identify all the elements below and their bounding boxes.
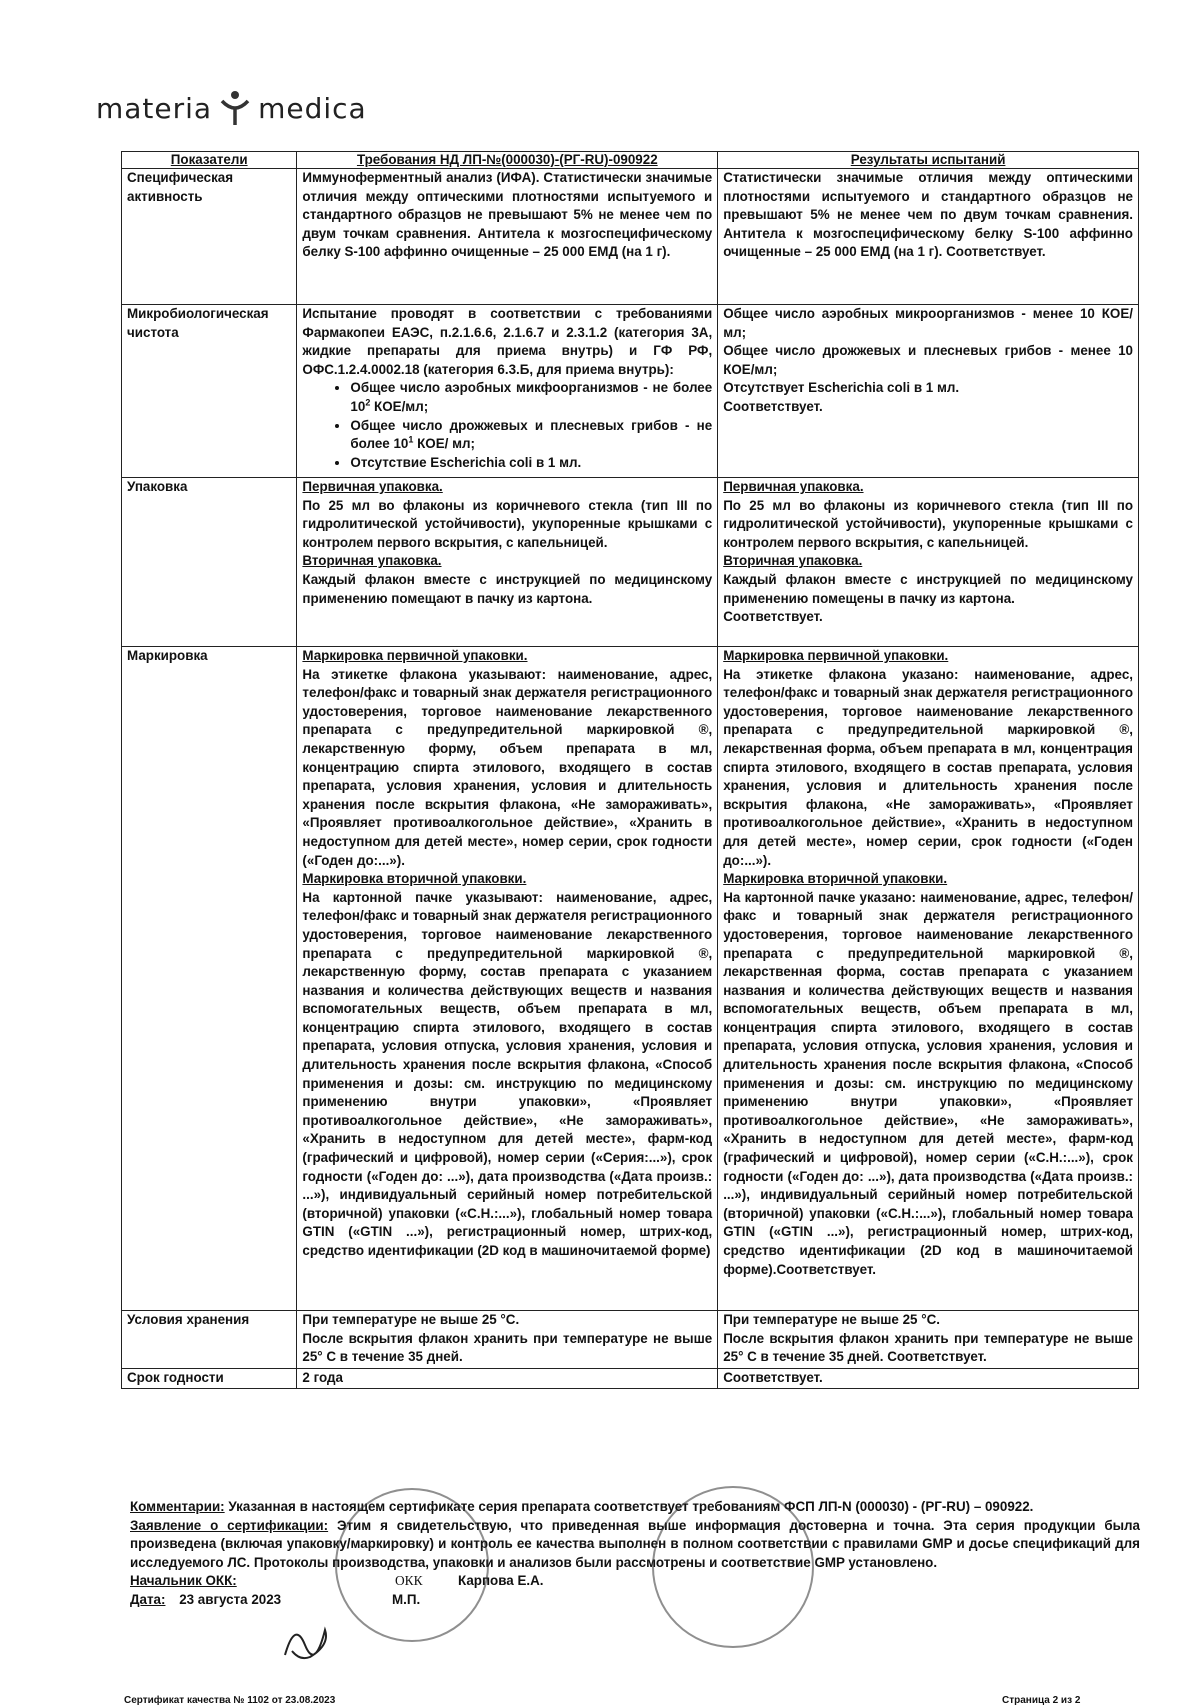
logo-figure-icon [218,89,252,127]
paragraph: На этикетке флакона указано: наименование, адрес, телефон/факс и товарный знак держателя регистрационного удостоверения, торговое наименование лекарственного препарата с предупредительной маркировкой ®, лекарственная форма, объем препарата в мл, концентрация спирта этилового, входящего в состав препарата, условия хранения, условия и длительность хранения после вскрытия флакона, «Не замораживать», «Проявляет противоалкогольное действие», «Хранить в недоступном для детей месте», номер серии, срок годности («Годен до:...»). [723,666,1133,868]
result-cell: Соответствует. [718,1369,1139,1389]
subheading: Вторичная упаковка. [302,553,442,569]
statement-label: Заявление о сертификации: [130,1517,329,1533]
materia-medica-logo [96,88,367,128]
logo-word-right: medica [258,91,367,125]
header-requirements: Требования НД ЛП-№(000030)-(РГ-RU)-090922 [297,152,718,169]
requirement-cell [297,305,718,478]
result-cell [718,647,1139,1311]
result-cell [718,305,1139,478]
round-stamp-left [335,1488,489,1642]
row-name: Маркировка [122,647,297,1311]
statement-text: Этим я свидетельствую, что приведенная выше информация достоверна и точна. Эта серия продукции была произведена (включая упаковку/маркировку) и контроль ее качества выполнен в полном соответствии с правилами GMP и досье спецификаций для исследуемого ЛС. Протоколы производства, упаковки и анализов были рассмотрены и соответствие GMP установлено. [130,1517,1140,1570]
list-item: • Общее число аэробных микфоорганизмов - не более $10^2$ КОЕ/мл; [350,379,712,416]
row-name: Специфическая активность [122,169,297,305]
date-value: 23 августа 2023 [179,1591,282,1607]
subheading: Первичная упаковка. [302,479,443,494]
row-name: Срок годности [122,1369,297,1389]
header-results: Результаты испытаний [718,152,1139,169]
requirement-cell [297,1311,718,1369]
paragraph: При температуре не выше 25 °С. [302,1312,520,1327]
result-line: Соответствует. [723,398,823,414]
row-name: Микробиологическая чистота [122,305,297,478]
subheading: Маркировка первичной упаковки. [723,648,949,663]
paragraph: На картонной пачке указывают: наименование, адрес, телефон/факс и товарный знак держателя регистрационного удостоверения, торговое наименование лекарственного препарата с предупредительной маркировкой ®, лекарственную форму, состав препарата с указанием названия и количества действующих веществ и названия вспомогательных веществ, объем препарата в мл, концентрацию спирта этилового, входящего в состав препарата, условия отпуска, условия хранения, условия и длительность хранения после вскрытия флакона, «Способ применения и дозы: см. инструкцию по медицинскому применению внутри упаковки», «Проявляет противоалкогольное действие», «Не замораживать», «Хранить в недоступном для детей месте», фарм-код (графический и цифровой), номер серии («Серия:...»), срок годности («Годен до: ...»), дата производства («Дата произв.: ...»), индивидуальный серийный номер потребительской (вторичной) упаковки («С.Н.:...»), глобальный номер товара GTIN («GTIN ...»), регистрационный номер, штрих-код, средство идентификации (2D код в машиночитаемой форме) [302,889,713,1258]
footer-page-number: Страница 2 из 2 [1002,1695,1081,1706]
subheading: Первичная упаковка. [723,479,864,494]
statement-paragraph [130,1517,1140,1573]
signature-icon [280,1615,340,1665]
requirement-cell [297,478,718,647]
row-marking [122,647,1139,1311]
row-packaging [122,478,1139,647]
certificate-notes [130,1498,1140,1610]
paragraph: Каждый флакон вместе с инструкцией по медицинскому применению помещают в пачку из картона. [302,571,713,606]
row-storage-conditions [122,1311,1139,1369]
paragraph: На картонной пачке указано: наименование, адрес, телефон/факс и товарный знак держателя регистрационного удостоверения, торговое наименование лекарственного препарата с предупредительной маркировкой ®, лекарственная форма, состав препарата с указанием названия и количества действующих веществ и названия вспомогательных веществ, объем препарата в мл, концентрация спирта этилового, входящего в состав препарата, условия отпуска, условия хранения, условия и длительность хранения после вскрытия флакона, «Способ применения и дозы: см. инструкцию по медицинскому применению внутри упаковки», «Проявляет противоалкогольное действие», «Не замораживать», «Хранить в недоступном для детей месте», фарм-код (графический и цифровой), номер серии («С.Н.:...»), срок годности («Годен до: ...»), дата производства («Дата произв.: ...»), индивидуальный серийный номер потребительской (вторичной) упаковки («С.Н.:...»), глобальный номер товара GTIN («GTIN ...»), регистрационный номер, штрих-код, средство идентификации (2D код в машиночитаемой форме).Соответствует. [723,889,1133,1277]
okk-text: ОКК [395,1573,423,1589]
paragraph: После вскрытия флакон хранить при температуре не выше 25° С в течение 35 дней. [302,1330,713,1365]
row-name: Упаковка [122,478,297,647]
subheading: Маркировка вторичной упаковки. [723,871,948,887]
requirement-cell [297,647,718,1311]
date-line [130,1591,1140,1610]
result-line: Отсутствует Escherichia coli в 1 мл. [723,380,960,396]
paragraph: Каждый флакон вместе с инструкцией по медицинскому применению помещены в пачку из картона. [723,571,1133,606]
requirement-cell: 2 года [297,1369,718,1389]
table-header-row [122,152,1139,169]
paragraph: По 25 мл во флаконы из коричневого стекла (тип III по гидролитической устойчивости), укупоренные крышками с контролем первого вскрытия, с капельницей. [302,497,713,550]
row-name: Условия хранения [122,1311,297,1369]
row-specific-activity [122,169,1139,305]
paragraph: Соответствует. [723,609,823,625]
subheading: Вторичная упаковка. [723,553,863,569]
result-cell [718,478,1139,647]
requirement-cell: Иммуноферментный анализ (ИФА). Статистически значимые отличия между оптическими плотностями испытуемого и стандартного образцов не превышают 5% не менее чем по двум точкам сравнения. Антитела к мозгоспецифическому белку S-100 аффинно очищенные – 25 000 ЕМД (на 1 г). [297,169,718,305]
list-item: • Отсутствие Escherichia coli в 1 мл. [350,454,712,473]
requirement-list [302,379,712,472]
list-item: • Общее число дрожжевых и плесневых грибов - не более $10^1$ КОЕ/ мл; [350,417,712,454]
head-okk-label: Начальник ОКК: [130,1573,237,1589]
head-okk-name: Карпова Е.А. [458,1573,544,1589]
subheading: Маркировка первичной упаковки. [302,648,528,663]
comments-text: Указанная в настоящем сертификате серия препарата соответствует требованиям ФСП ЛП-N (000030) - (РГ-RU) – 090922. [224,1499,1034,1514]
logo-word-left: materia [96,91,213,125]
paragraph: При температуре не выше 25 °С. [723,1312,940,1327]
result-line: Общее число аэробных микроорганизмов - менее 10 КОЕ/мл; [723,306,1133,340]
round-stamp-right [652,1486,814,1648]
header-indicators: Показатели [122,152,297,169]
stamp-mp: М.П. [392,1591,421,1607]
result-cell: Статистически значимые отличия между оптическими плотностями испытуемого и стандартного образцов не превышают 5% не менее чем по двум точкам сравнения. Антитела к мозгоспецифическому белку S-100 аффинно очищенные – 25 000 ЕМД (на 1 г). Соответствует. [718,169,1139,305]
paragraph: По 25 мл во флаконы из коричневого стекла (тип III по гидролитической устойчивости), укупоренные крышками с контролем первого вскрытия, с капельницей. [723,497,1133,550]
footer-certificate-number: Сертификат качества № 1102 от 23.08.2023 [124,1695,336,1706]
row-microbiological-purity [122,305,1139,478]
date-label: Дата: [130,1591,166,1607]
certificate-table [121,151,1139,1389]
requirement-intro: Испытание проводят в соответствии с требованиями Фармакопеи ЕАЭС, п.2.1.6.6, 2.1.6.7 и 2.3.1.2 (категория 3А, жидкие препараты для приема внутрь) и ГФ РФ, ОФС.1.2.4.0002.18 (категория 6.3.Б, для приема внутрь): [302,306,713,377]
result-cell [718,1311,1139,1369]
comments-paragraph [130,1498,1140,1517]
paragraph: После вскрытия флакон хранить при температуре не выше 25° С в течение 35 дней. Соответствует. [723,1330,1133,1365]
paragraph: На этикетке флакона указывают: наименование, адрес, телефон/факс и товарный знак держателя регистрационного удостоверения, торговое наименование лекарственного препарата с предупредительной маркировкой ®, лекарственную форму, объем препарата в мл, концентрацию спирта этилового, входящего в состав препарата, условия хранения, условия и длительность хранения после вскрытия флакона, «Не замораживать», «Проявляет противоалкогольное действие», «Хранить в недоступном для детей месте», номер серии, срок годности («Годен до:...»). [302,666,713,868]
subheading: Маркировка вторичной упаковки. [302,871,527,887]
row-shelf-life [122,1369,1139,1389]
comments-label: Комментарии: [130,1499,225,1514]
head-okk-line [130,1572,1140,1591]
result-line: Общее число дрожжевых и плесневых грибов - менее 10 КОЕ/мл; [723,343,1133,377]
